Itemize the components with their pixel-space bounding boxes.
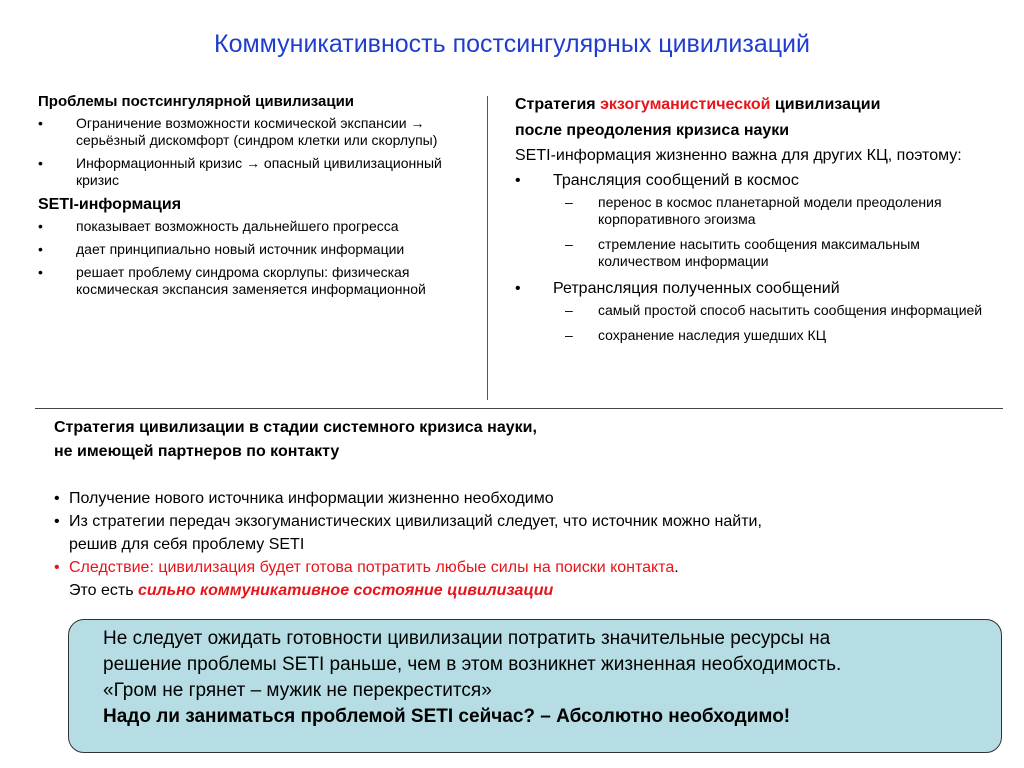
right-column [515,92,1005,352]
callout-line: «Гром не грянет – мужик не перекрестится» [103,680,492,701]
callout-line: решение проблемы SETI раньше, чем в этом возникнет жизненная необходимость. [103,654,842,675]
bullet-text: Получение нового источника информации жизненно необходимо [69,490,554,507]
bottom-conclusion [54,579,974,602]
seti-list [38,218,483,298]
bullet-text: . [674,559,679,576]
sub-list [553,302,1005,344]
strategy-list [515,170,1005,344]
list-item: • показывает возможность дальнейшего прогресса [38,218,483,235]
list-item: • решает проблему синдрома скорлупы: физическая космическая экспансия заменяется информационной [38,264,483,298]
list-item [515,278,1005,344]
sub-list [553,194,1005,270]
conclusion-emphasis: сильно коммуникативное состояние цивилизации [138,582,554,599]
strategy-heading [515,92,1005,118]
list-item: • Информационный кризис → опасный цивилизационный кризис [38,155,483,189]
slide-title: Коммуникативность постсингулярных цивилизаций [214,30,810,58]
list-item-label: Трансляция сообщений в космос [553,172,799,189]
strategy-intro: SETI-информация жизненно важна для других КЦ, поэтому: [515,147,962,164]
problems-heading: Проблемы постсингулярной цивилизации [38,93,355,110]
column-divider [487,96,488,400]
list-item: • дает принципиально новый источник информации [38,241,483,258]
strategy-heading-line2: после преодоления кризиса науки [515,122,790,139]
list-item [515,170,1005,270]
bullet-text-red: Следствие: цивилизация будет готова потратить любые силы на поиски контакта [69,559,675,576]
conclusion-text: Это есть [69,582,138,599]
bullet-text: Из стратегии передач экзогуманистических цивилизаций следует, что источник можно найти, [69,513,762,530]
left-column [38,92,483,304]
callout-conclusion: Надо ли заниматься проблемой SETI сейчас? – Абсолютно необходимо! [103,706,791,727]
sub-list-item: – стремление насытить сообщения максимальным количеством информации [553,236,1005,270]
heading-highlight: экзогуманистической [600,96,771,113]
list-item: • Ограничение возможности космической экспансии → серьёзный дискомфорт (синдром клетки или скорлупы) [38,115,483,149]
callout-line: Не следует ожидать готовности цивилизации потратить значительные ресурсы на [103,628,831,649]
heading-text: Стратегия [515,96,601,113]
bottom-bullet: • Из стратегии передач экзогуманистических цивилизаций следует, что источник можно найти, [54,513,762,530]
bottom-bullet-continuation: решив для себя проблему SETI [69,536,305,553]
bottom-heading-line1: Стратегия цивилизации в стадии системного кризиса науки, [54,419,537,436]
seti-heading: SETI-информация [38,196,182,213]
sub-list-item: – перенос в космос планетарной модели преодоления корпоративного эгоизма [553,194,1005,228]
bottom-bullet: • Получение нового источника информации жизненно необходимо [54,490,554,507]
problems-list [38,115,483,189]
bottom-heading-line2: не имеющей партнеров по контакту [54,443,340,460]
bottom-section [54,416,974,602]
sub-list-item: – самый простой способ насытить сообщения информацией [553,302,1005,319]
list-item-label: Ретрансляция полученных сообщений [553,280,840,297]
bottom-bullet: • Следствие: цивилизация будет готова потратить любые силы на поиски контакта. [54,559,679,576]
section-divider [35,408,1003,409]
sub-list-item: – сохранение наследия ушедших КЦ [553,327,1005,344]
heading-text: цивилизации [770,96,881,113]
callout-box [68,619,1002,753]
